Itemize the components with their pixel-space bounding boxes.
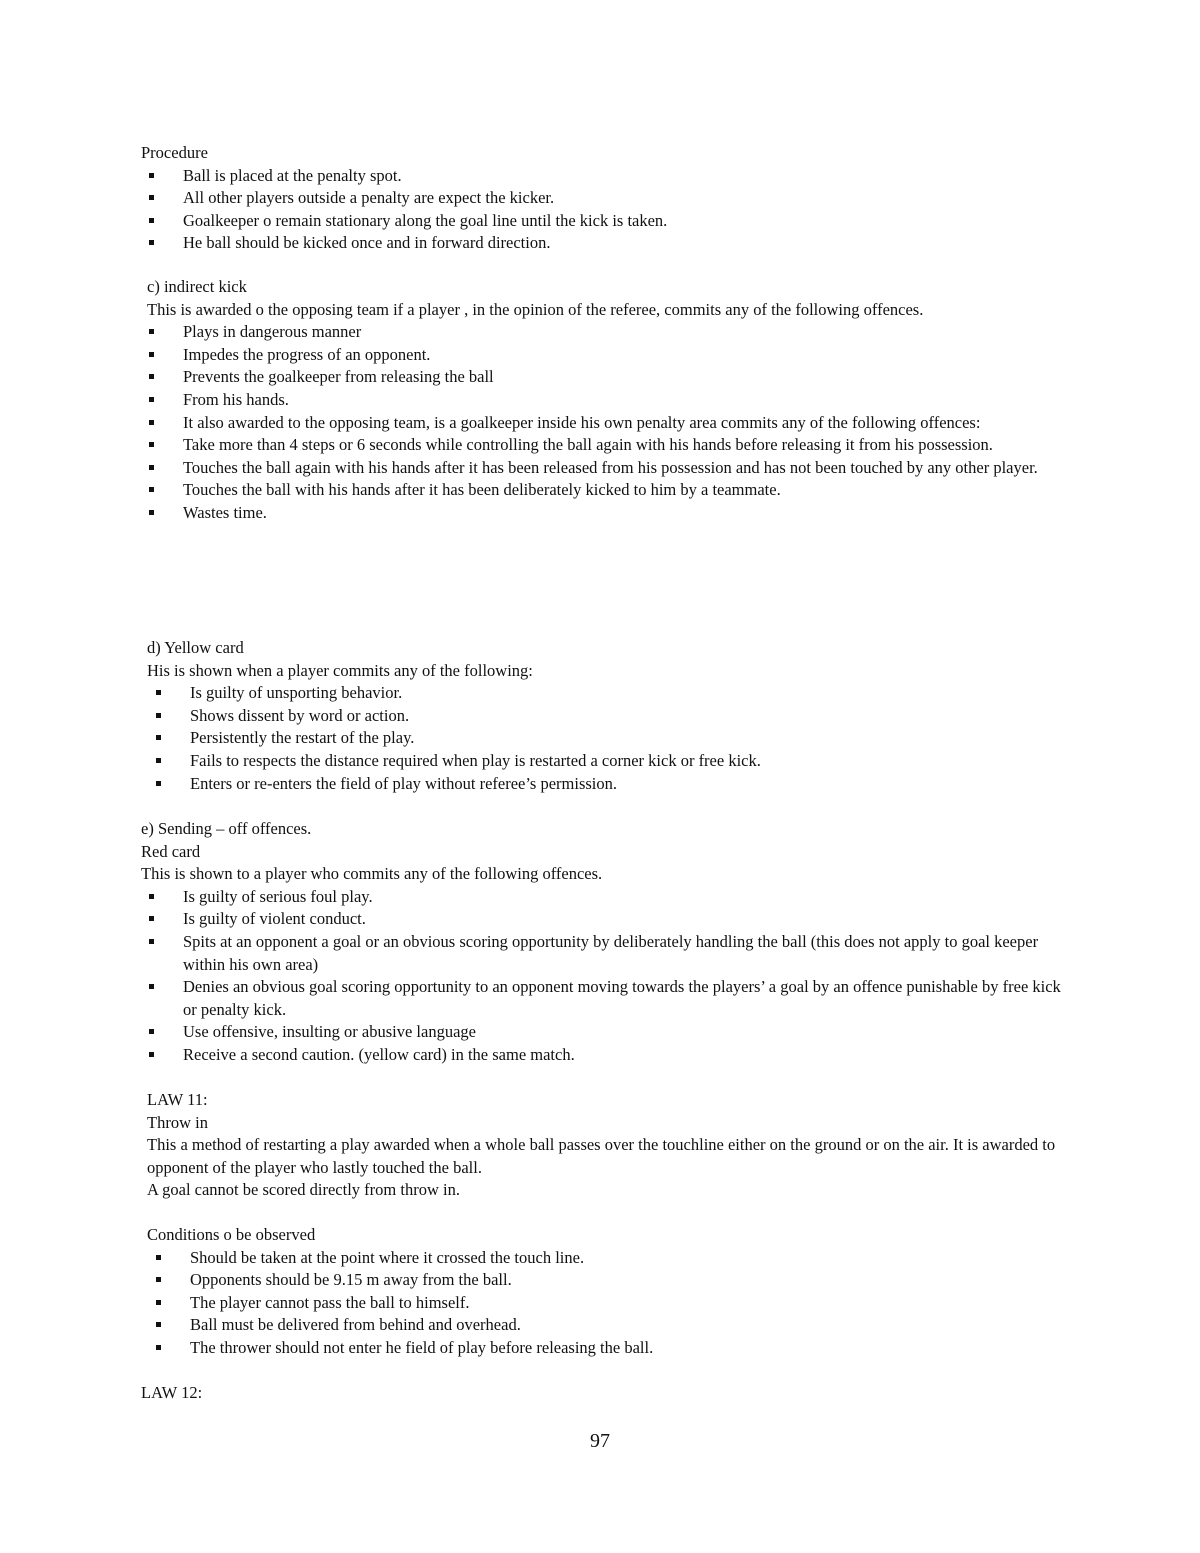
- conditions-heading: Conditions o be observed: [147, 1225, 316, 1244]
- procedure-section: [141, 142, 1061, 255]
- list-item: It also awarded to the opposing team, is a goalkeeper inside his own penalty area commits any of the following offences:: [141, 412, 1061, 435]
- procedure-heading: Procedure: [141, 143, 208, 162]
- indirect-kick-intro: This is awarded o the opposing team if a player , in the opinion of the referee, commits any of the following offences.: [147, 299, 924, 319]
- list-item: He ball should be kicked once and in forward direction.: [141, 232, 1061, 255]
- indirect-kick-heading: c) indirect kick: [147, 277, 247, 296]
- list-item: Denies an obvious goal scoring opportunity to an opponent moving towards the players’ a goal by an offence punishable by free kick or penalty kick.: [141, 976, 1061, 1021]
- red-card-subheading: Red card: [141, 841, 201, 861]
- page-number: 97: [590, 1430, 610, 1452]
- sending-off-intro: This is shown to a player who commits any of the following offences.: [141, 864, 603, 884]
- law-11-heading: LAW 11:: [147, 1090, 208, 1109]
- list-item: From his hands.: [141, 389, 1061, 412]
- list-item: Ball is placed at the penalty spot.: [141, 165, 1061, 188]
- list-item: Impedes the progress of an opponent.: [141, 344, 1061, 367]
- law-11-section: [141, 1089, 1061, 1202]
- list-item: Take more than 4 steps or 6 seconds while controlling the ball again with his hands before releasing it from his possession.: [141, 434, 1061, 457]
- list-item: Goalkeeper o remain stationary along the goal line until the kick is taken.: [141, 210, 1061, 233]
- sending-off-section: [141, 818, 1061, 1067]
- list-item: The player cannot pass the ball to himself.: [141, 1292, 1061, 1315]
- law-12-section: [141, 1382, 1061, 1405]
- yellow-card-list: [141, 682, 1061, 795]
- list-item: Enters or re-enters the field of play without referee’s permission.: [141, 773, 1061, 796]
- conditions-section: [141, 1224, 1061, 1360]
- sending-off-heading: e) Sending – off offences.: [141, 819, 312, 838]
- sending-off-list: [141, 886, 1061, 1067]
- conditions-list: [141, 1247, 1061, 1360]
- list-item: Shows dissent by word or action.: [141, 705, 1061, 728]
- indirect-kick-list: [141, 321, 1061, 524]
- yellow-card-section: [141, 637, 1061, 795]
- list-item: Wastes time.: [141, 502, 1061, 525]
- list-item: Should be taken at the point where it crossed the touch line.: [141, 1247, 1061, 1270]
- law-11-paragraph-2: A goal cannot be scored directly from throw in.: [147, 1180, 460, 1200]
- list-item: Receive a second caution. (yellow card) in the same match.: [141, 1044, 1061, 1067]
- indirect-kick-section: [141, 276, 1061, 525]
- law-12-heading: LAW 12:: [141, 1383, 203, 1402]
- throw-in-subheading: Throw in: [147, 1112, 208, 1132]
- list-item: Touches the ball again with his hands after it has been released from his possession and has not been touched by any other player.: [141, 457, 1061, 480]
- list-item: Plays in dangerous manner: [141, 321, 1061, 344]
- yellow-card-intro: His is shown when a player commits any of the following:: [147, 660, 533, 680]
- list-item: Ball must be delivered from behind and overhead.: [141, 1314, 1061, 1337]
- list-item: Touches the ball with his hands after it has been deliberately kicked to him by a teammate.: [141, 479, 1061, 502]
- list-item: Prevents the goalkeeper from releasing the ball: [141, 366, 1061, 389]
- yellow-card-heading: d) Yellow card: [147, 638, 244, 657]
- list-item: Persistently the restart of the play.: [141, 727, 1061, 750]
- law-11-paragraph: This a method of restarting a play awarded when a whole ball passes over the touchline either on the ground or on the air. It is awarded to opponent of the player who lastly touched the ball.: [147, 1135, 1056, 1177]
- list-item: All other players outside a penalty are expect the kicker.: [141, 187, 1061, 210]
- list-item: Spits at an opponent a goal or an obvious scoring opportunity by deliberately handling the ball (this does not apply to goal keeper within his own area): [141, 931, 1061, 976]
- list-item: Fails to respects the distance required when play is restarted a corner kick or free kick.: [141, 750, 1061, 773]
- procedure-list: [141, 165, 1061, 255]
- list-item: Use offensive, insulting or abusive language: [141, 1021, 1061, 1044]
- list-item: The thrower should not enter he field of play before releasing the ball.: [141, 1337, 1061, 1360]
- list-item: Opponents should be 9.15 m away from the ball.: [141, 1269, 1061, 1292]
- list-item: Is guilty of violent conduct.: [141, 908, 1061, 931]
- list-item: Is guilty of serious foul play.: [141, 886, 1061, 909]
- list-item: Is guilty of unsporting behavior.: [141, 682, 1061, 705]
